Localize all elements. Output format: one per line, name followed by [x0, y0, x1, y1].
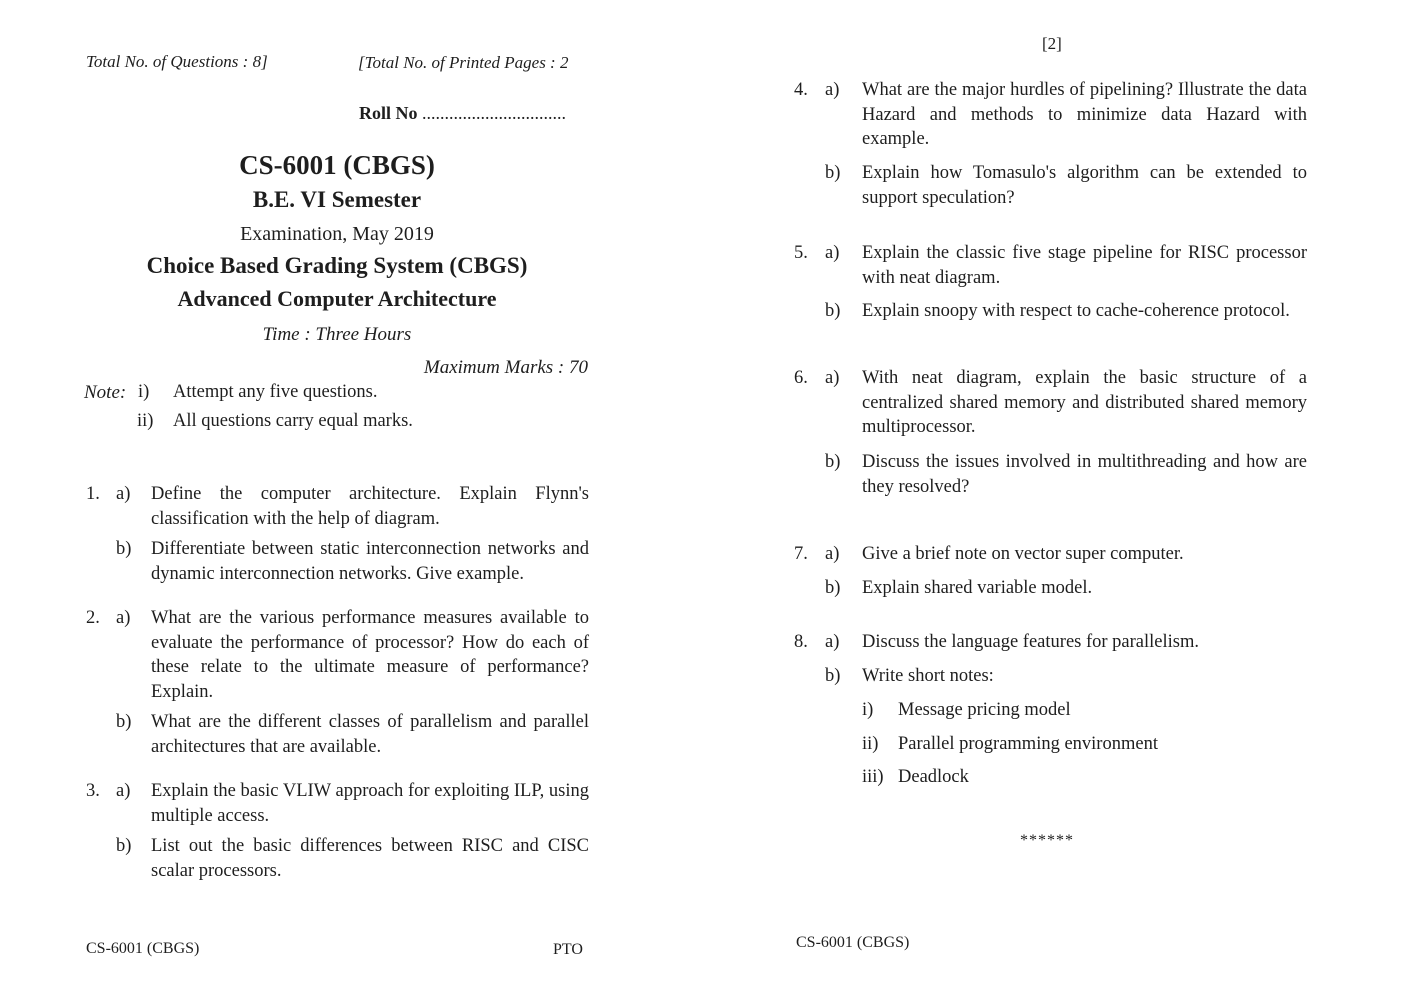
- note-item: [138, 382, 149, 403]
- note-text: All questions carry equal marks.: [173, 411, 413, 431]
- part-text: What are the various performance measures available to evaluate the performance of processor? How do each of these relate to the ultimate measure of performance? Explain.: [151, 608, 589, 702]
- part-letter: a): [825, 243, 840, 263]
- part-letter: b): [825, 163, 841, 183]
- part-text: Explain how Tomasulo's algorithm can be extended to support speculation?: [862, 163, 1307, 208]
- question-number: 6.: [794, 368, 808, 388]
- maximum-marks: Maximum Marks : 70: [423, 357, 588, 378]
- part-text: Differentiate between static interconnection networks and dynamic interconnection networks. Give example.: [151, 539, 589, 584]
- roll-no: [359, 103, 566, 124]
- short-note-number: i): [862, 700, 874, 720]
- question-number: 5.: [794, 243, 808, 263]
- subject-title: Advanced Computer Architecture: [177, 286, 497, 311]
- total-printed-pages: [Total No. of Printed Pages : 2: [358, 53, 569, 72]
- note-number: ii): [137, 411, 154, 431]
- part-text: Explain the classic five stage pipeline for RISC processor with neat diagram.: [862, 243, 1307, 288]
- question-number: 1.: [86, 484, 100, 504]
- part-text: What are the different classes of parallelism and parallel architectures that are available.: [151, 712, 589, 757]
- part-letter: b): [116, 712, 132, 732]
- part-letter: b): [116, 836, 132, 856]
- part-letter: b): [116, 539, 132, 559]
- exam-time: Time : Three Hours: [262, 324, 412, 345]
- part-letter: a): [825, 632, 840, 652]
- part-text: Explain snoopy with respect to cache-coherence protocol.: [862, 301, 1290, 321]
- note-number: i): [138, 382, 150, 402]
- part-letter: a): [116, 781, 131, 801]
- note-text: Attempt any five questions.: [173, 382, 378, 402]
- short-note-text: Deadlock: [898, 767, 969, 787]
- semester: B.E. VI Semester: [252, 187, 422, 212]
- part-letter: a): [116, 608, 131, 628]
- roll-no-label: Roll No: [359, 103, 418, 123]
- part-text: Write short notes:: [862, 666, 994, 686]
- roll-no-dots: ................................: [422, 103, 566, 123]
- question-number: 2.: [86, 608, 100, 628]
- short-note-number: iii): [862, 767, 884, 787]
- part-text: Discuss the issues involved in multithreading and how are they resolved?: [862, 452, 1307, 497]
- right-footer-code: CS-6001 (CBGS): [796, 934, 910, 951]
- part-text: List out the basic differences between RISC and CISC scalar processors.: [151, 836, 589, 881]
- part-letter: b): [825, 666, 841, 686]
- end-of-paper-mark: ******: [1020, 832, 1074, 849]
- question-number: 8.: [794, 632, 808, 652]
- paper-code: CS-6001 (CBGS): [239, 150, 435, 180]
- part-text: Explain the basic VLIW approach for exploiting ILP, using multiple access.: [151, 781, 589, 826]
- part-letter: a): [825, 544, 840, 564]
- part-text: Explain shared variable model.: [862, 578, 1093, 598]
- page-number: [2]: [1042, 34, 1062, 53]
- question-number: 3.: [86, 781, 100, 801]
- part-letter: a): [825, 368, 840, 388]
- short-note-number: ii): [862, 734, 879, 754]
- question-number: 4.: [794, 80, 808, 100]
- total-questions: Total No. of Questions : 8]: [86, 52, 268, 71]
- note-item: [137, 411, 153, 432]
- grading-system: Choice Based Grading System (CBGS): [146, 253, 528, 278]
- part-text: With neat diagram, explain the basic structure of a centralized shared memory and distributed shared memory multiprocessor.: [862, 368, 1307, 437]
- short-note-text: Message pricing model: [898, 700, 1071, 720]
- part-letter: a): [116, 484, 131, 504]
- part-text: Give a brief note on vector super computer.: [862, 544, 1184, 564]
- part-letter: a): [825, 80, 840, 100]
- part-letter: b): [825, 452, 841, 472]
- part-text: What are the major hurdles of pipelining? Illustrate the data Hazard and methods to minimize data Hazard with example.: [862, 80, 1307, 149]
- short-note-text: Parallel programming environment: [898, 734, 1158, 754]
- part-letter: b): [825, 301, 841, 321]
- note-label: Note:: [84, 382, 127, 403]
- part-text: Discuss the language features for parallelism.: [862, 632, 1199, 652]
- left-footer-code: CS-6001 (CBGS): [86, 940, 200, 957]
- exam-session: Examination, May 2019: [240, 223, 434, 245]
- please-turn-over: PTO: [553, 941, 583, 958]
- part-letter: b): [825, 578, 841, 598]
- part-text: Define the computer architecture. Explain Flynn's classification with the help of diagram.: [151, 484, 589, 529]
- question-number: 7.: [794, 544, 808, 564]
